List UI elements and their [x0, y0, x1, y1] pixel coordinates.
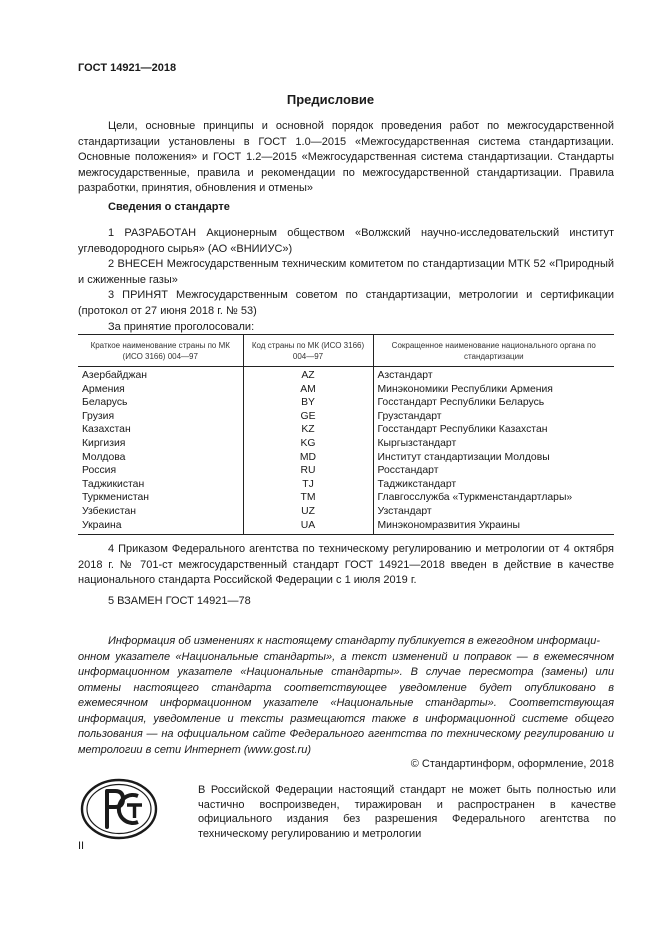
page-number: II — [78, 840, 85, 852]
table-row — [78, 478, 614, 492]
country-name: Украина — [78, 519, 243, 535]
country-code: AZ — [243, 367, 373, 383]
standards-body: Грузстандарт — [373, 410, 614, 424]
country-code: KZ — [243, 423, 373, 437]
page-title: Предисловие — [286, 92, 375, 107]
country-name: Беларусь — [82, 397, 128, 409]
country-code: TJ — [243, 478, 373, 492]
table-row — [78, 367, 614, 383]
item-enacted-by: 4 Приказом Федерального агентства по техническому регулированию и метрологии от 4 октября 2018 г. № 701-ст межгосударственный стандарт ГОСТ 14921—2018 введен в действие в качестве национального стандарта Российской Федерации с 1 июля 2019 г. — [78, 543, 614, 586]
country-name: Грузия — [82, 410, 115, 422]
table-row — [78, 451, 614, 465]
rst-seal-icon — [80, 778, 158, 840]
table-row — [78, 437, 614, 451]
info-heading: Сведения о стандарте — [108, 201, 230, 213]
col-header-body: Сокращенное наименование национального органа по стандартизации — [373, 335, 614, 367]
country-code: UA — [243, 519, 373, 535]
item-adopted-by: 3 ПРИНЯТ Межгосударственным советом по стандартизации, метрологии и сертификации (протокол от 27 июня 2018 г. № 53) — [78, 289, 614, 317]
voted-label: За принятие проголосовали: — [108, 321, 255, 333]
country-code: AM — [243, 383, 373, 397]
country-name: Туркменистан — [82, 492, 149, 504]
change-info-rest: онном указателе «Национальные стандарты», а текст изменений и поправок — в ежемесячном информационном указателе «Национальные стандарты». В случае пересмотра (замены) или отмены настоящего стандарта соответствующее уведомление будет опубликовано в ежемесячном информационном указателе «Национальные стандарты». Соответствующая информация, уведомление и тексты размещаются также в информационной системе общего пользования — на официальном сайте Федерального агентства по техническому регулированию и метрологии в сети Интернет (www.gost.ru) — [78, 650, 614, 756]
standards-body: Таджикстандарт — [373, 478, 614, 492]
country-code: UZ — [243, 505, 373, 519]
country-code: RU — [243, 464, 373, 478]
table-row — [78, 464, 614, 478]
document-number: ГОСТ 14921—2018 — [78, 62, 177, 74]
rst-logo — [80, 778, 158, 840]
col-header-country: Краткое наименование страны по МК (ИСО 3166) 004—97 — [78, 335, 243, 367]
col-header-code: Код страны по МК (ИСО 3166) 004—97 — [243, 335, 373, 367]
standards-body: Главгосслужба «Туркменстандартлары» — [373, 491, 614, 505]
reproduction-restriction: В Российской Федерации настоящий стандарт не может быть полностью или частично воспроизведен, тиражирован и распространен в качестве официального издания без разрешения Федерального агентства по техническому регулированию и метрологии — [198, 784, 616, 840]
standards-body: Институт стандартизации Молдовы — [373, 451, 614, 465]
standards-body: Узстандарт — [373, 505, 614, 519]
copyright-line: © Стандартинформ, оформление, 2018 — [410, 758, 614, 770]
standards-body: Росстандарт — [373, 464, 614, 478]
standards-body: Минэкономики Республики Армения — [373, 383, 614, 397]
table-header-row — [78, 335, 614, 367]
standards-body: Минэкономразвития Украины — [373, 519, 614, 535]
country-code: BY — [243, 396, 373, 410]
item-introduced-by: 2 ВНЕСЕН Межгосударственным техническим комитетом по стандартизации МТК 52 «Природный и сжиженные газы» — [78, 258, 614, 286]
standards-body: Кыргызстандарт — [373, 437, 614, 451]
country-code: TM — [243, 491, 373, 505]
table-row — [78, 410, 614, 424]
country-name: Россия — [82, 465, 117, 477]
country-name: Азербайджан — [82, 370, 147, 381]
country-name: Киргизия — [82, 437, 126, 449]
country-name: Казахстан — [82, 424, 131, 436]
voting-countries-table — [78, 334, 614, 535]
change-info-notice — [78, 634, 614, 758]
country-name: Узбекистан — [82, 505, 136, 517]
table-row — [78, 519, 614, 535]
standards-body: Азстандарт — [373, 367, 614, 383]
standards-body: Госстандарт Республики Казахстан — [373, 423, 614, 437]
country-code: MD — [243, 451, 373, 465]
item-replaces: 5 ВЗАМЕН ГОСТ 14921—78 — [108, 595, 251, 607]
standards-body: Госстандарт Республики Беларусь — [373, 396, 614, 410]
country-name: Таджикистан — [82, 478, 145, 490]
country-name: Молдова — [82, 451, 126, 463]
table-row — [78, 505, 614, 519]
intro-paragraph: Цели, основные принципы и основной порядок проведения работ по межгосударственной стандартизации установлены в ГОСТ 1.0—2015 «Межгосударственная система стандартизации. Основные положения» и ГОСТ 1.2—2015 «Межгосударственная система стандартизации. Стандарты межгосударственные, правила и рекомендации по межгосударственной стандартизации. Правила разработки, принятия, обновления и отмены» — [78, 120, 614, 194]
table-row — [78, 383, 614, 397]
country-name: Армения — [82, 383, 125, 395]
item-developed-by: 1 РАЗРАБОТАН Акционерным обществом «Волжский научно-исследовательский институт углеводородного сырья» (АО «ВНИИУС») — [78, 227, 614, 255]
change-info-first-line: Информация об изменениях к настоящему стандарту публикуется в ежегодном информаци- — [108, 635, 601, 647]
table-row — [78, 396, 614, 410]
table-row — [78, 423, 614, 437]
table-row — [78, 491, 614, 505]
country-code: GE — [243, 410, 373, 424]
country-code: KG — [243, 437, 373, 451]
